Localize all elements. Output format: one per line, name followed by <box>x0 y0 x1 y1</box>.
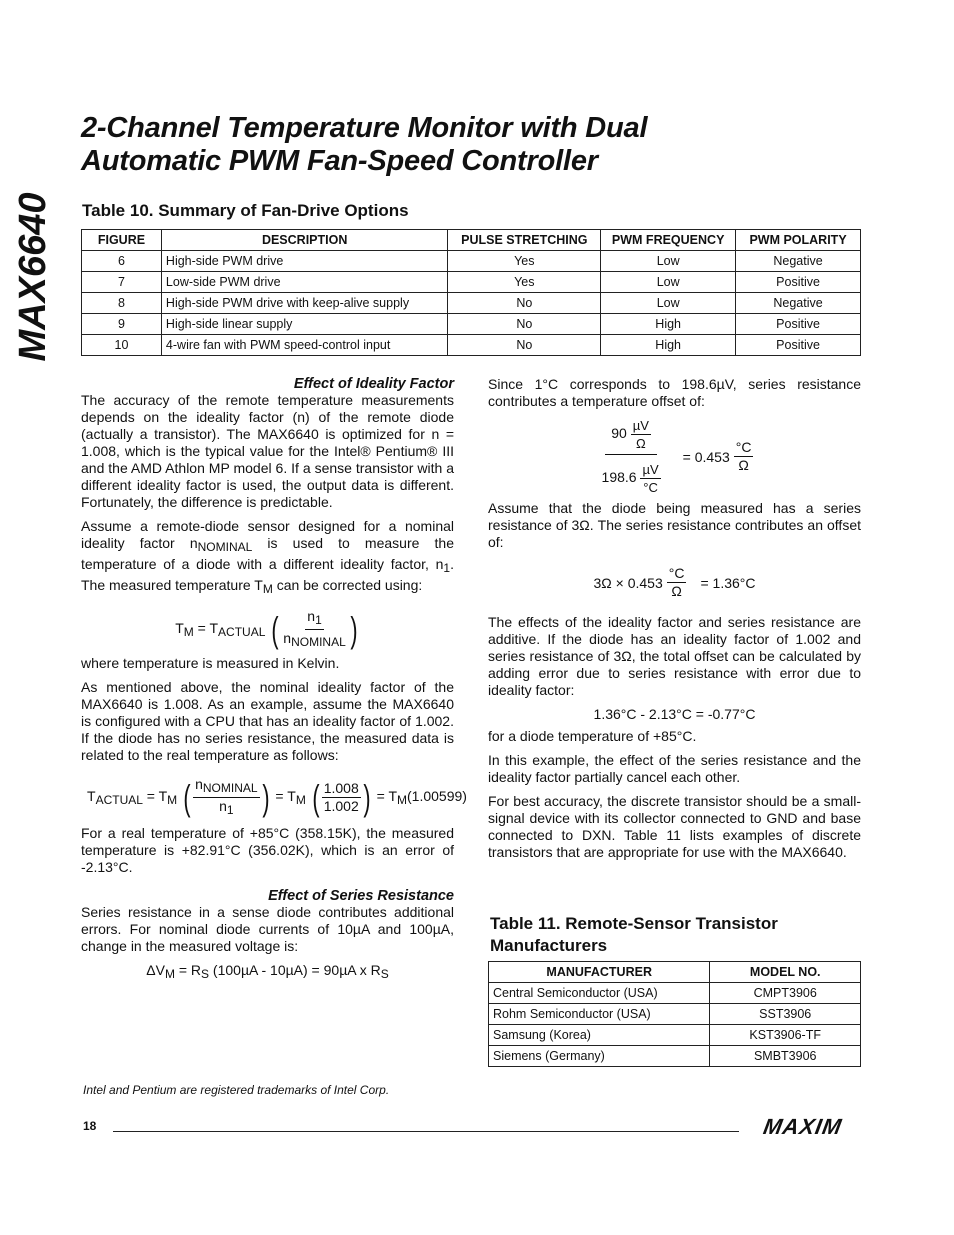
subscript: M <box>183 625 194 640</box>
text-run: is used to measure the temperature of a diode with a different ideality factor, n <box>81 535 454 572</box>
eq-symbol: n <box>283 630 292 646</box>
eq-symbol: (1.00599) <box>407 788 467 805</box>
subscript: ACTUAL <box>218 625 266 640</box>
eq-symbol: n <box>219 798 227 814</box>
table-cell: CMPT3906 <box>710 983 861 1004</box>
fraction <box>667 565 687 600</box>
eq-symbol: ΔV <box>146 962 165 978</box>
fraction <box>281 608 347 651</box>
maxim-logo <box>750 1114 860 1138</box>
table-cell: Low-side PWM drive <box>161 272 447 293</box>
table11-title <box>490 913 778 957</box>
fraction <box>322 780 361 815</box>
eq-symbol: n <box>307 608 316 624</box>
table-cell: Yes <box>448 251 601 272</box>
series-paragraph-1: Series resistance in a sense diode contributes additional errors. For nominal diode currents of 10µA and 100µA, change in the measured voltage is: <box>81 904 454 954</box>
paren-right: ) <box>261 776 270 818</box>
eq-symbol: (100µA - 10µA) = 90µA x R <box>209 962 381 978</box>
fraction <box>631 417 651 452</box>
left-column <box>81 376 467 981</box>
table-cell: SST3906 <box>710 1004 861 1025</box>
table-cell: 6 <box>82 251 162 272</box>
table10-header-pulse: PULSE STRETCHING <box>448 230 601 251</box>
fraction-numerator: µV <box>632 418 649 433</box>
eq-symbol: T <box>87 788 96 805</box>
page-number: 18 <box>83 1119 97 1133</box>
fraction <box>734 439 754 474</box>
table-cell: 4-wire fan with PWM speed-control input <box>161 335 447 356</box>
fraction-denominator: Ω <box>671 583 682 599</box>
subscript: NOMINAL <box>202 781 258 795</box>
table-row <box>82 293 861 314</box>
table-cell: High-side linear supply <box>161 314 447 335</box>
table10-title-wrap <box>82 200 409 222</box>
table-cell: High-side PWM drive <box>161 251 447 272</box>
subscript: ACTUAL <box>95 793 143 808</box>
table-cell: Low <box>601 293 736 314</box>
paren-left: ( <box>312 776 320 818</box>
paren-right: ) <box>350 608 358 650</box>
table11-header-manufacturer: MANUFACTURER <box>489 962 710 983</box>
paren-right: ) <box>363 776 371 818</box>
fraction-denominator: Ω <box>635 436 646 451</box>
equation-total-offset: 1.36°C - 2.13°C = -0.77°C <box>593 706 756 722</box>
eq-symbol: 198.6 <box>601 469 637 486</box>
eq-symbol: 90 <box>611 425 627 442</box>
table-cell: Positive <box>736 314 861 335</box>
table-cell: Central Semiconductor (USA) <box>489 983 710 1004</box>
table-cell: 7 <box>82 272 162 293</box>
eq-symbol: = T <box>193 620 219 637</box>
section-heading-ideality: Effect of Ideality Factor <box>293 376 454 392</box>
table-cell: Positive <box>736 335 861 356</box>
table-cell: Yes <box>448 272 601 293</box>
accuracy-paragraph: For best accuracy, the discrete transistor should be a small-signal device with its collector connected to GND and base connected to DXN. Table 11 lists examples of discrete transistors that are appropriate for use with the MAX6640. <box>488 793 861 860</box>
ideality-paragraph-5: For a real temperature of +85°C (358.15K), the measured temperature is +82.91°C (356.02K), which is an error of -2.13°C. <box>81 825 454 875</box>
table-row <box>82 314 861 335</box>
subscript: M <box>167 793 178 808</box>
table-cell: No <box>448 335 601 356</box>
fraction-denominator: Ω <box>738 457 749 473</box>
table10-title: Table 10. Summary of Fan-Drive Options <box>82 201 409 220</box>
right-column <box>488 376 861 868</box>
series-paragraph-3: Assume that the diode being measured has a series resistance of 3Ω. The series resistance contributes an offset of: <box>488 500 861 550</box>
subscript: NOMINAL <box>291 635 346 649</box>
table11-header-model: MODEL NO. <box>710 962 861 983</box>
fraction-numerator: µV <box>642 462 659 477</box>
table-cell: No <box>448 293 601 314</box>
page-title <box>81 112 647 178</box>
table-cell: Samsung (Korea) <box>489 1025 710 1046</box>
subscript: M <box>164 967 175 981</box>
eq-symbol: = R <box>174 962 202 978</box>
table10 <box>81 229 861 356</box>
table-cell: 8 <box>82 293 162 314</box>
ideality-paragraph-2 <box>81 518 454 598</box>
eq-symbol: T <box>175 620 184 637</box>
logo-text: MAXIM <box>761 1114 845 1138</box>
eq-symbol: = 1.36°C <box>700 574 756 591</box>
table-cell: No <box>448 314 601 335</box>
table-row <box>489 1004 861 1025</box>
additive-paragraph: The effects of the ideality factor and series resistance are additive. If the diode has an ideality factor of 1.002 and series resistance of 3Ω, the total offset can be calculated by adding error due to series resistance with error due to ideality factor: <box>488 614 861 698</box>
section-heading-series: Effect of Series Resistance <box>268 888 454 904</box>
eq-symbol: = T <box>142 788 168 805</box>
table11-title-line-2: Manufacturers <box>490 936 608 955</box>
title-line-1: 2-Channel Temperature Monitor with Dual <box>81 112 648 144</box>
fraction <box>193 776 259 819</box>
table-row <box>82 251 861 272</box>
subscript: NOMINAL <box>197 540 253 554</box>
table-row <box>489 1046 861 1067</box>
ideality-paragraph-1: The accuracy of the remote temperature measurements depends on the ideality factor (n) of the remote diode (actually a transistor). The MAX6640 is optimized for n = 1.008, which is the typical value for the Intel® Pentium® III and the AMD Athlon MP model 6. If a sense transistor with a different ideality factor is used, the output data is different. Fortunately, the difference is predictable. <box>81 392 454 510</box>
title-line-2: Automatic PWM Fan-Speed Controller <box>81 145 598 177</box>
table-cell: SMBT3906 <box>710 1046 861 1067</box>
fraction-numerator: °C <box>668 565 685 581</box>
subscript: 1 <box>226 803 234 817</box>
equation-correction <box>81 608 454 651</box>
table-cell: Negative <box>736 293 861 314</box>
subscript: S <box>380 967 389 981</box>
table10-header-figure: FIGURE <box>82 230 162 251</box>
subscript: M <box>295 793 306 808</box>
paren-left: ( <box>183 776 191 818</box>
eq-symbol: = 0.453 <box>682 448 730 465</box>
subscript: 1 <box>315 613 322 627</box>
table-cell: Low <box>601 251 736 272</box>
kelvin-note: where temperature is measured in Kelvin. <box>81 655 340 671</box>
text-run: can be corrected using: <box>272 577 423 593</box>
table11-title-line-1: Table 11. Remote-Sensor Transistor <box>490 914 778 933</box>
text-run: Assume a remote-diode sensor designed for a nominal ideality factor n <box>81 518 454 551</box>
table-row <box>82 272 861 293</box>
paren-left: ( <box>271 608 279 650</box>
fraction-numerator: °C <box>735 439 752 455</box>
table10-header-row <box>82 230 861 251</box>
table-row <box>489 1025 861 1046</box>
table-cell: High <box>601 335 736 356</box>
equation-offset <box>488 417 861 496</box>
table-cell: Low <box>601 272 736 293</box>
table-cell: High-side PWM drive with keep-alive supply <box>161 293 447 314</box>
table10-header-frequency: PWM FREQUENCY <box>601 230 736 251</box>
table-cell: Rohm Semiconductor (USA) <box>489 1004 710 1025</box>
table11-header-row <box>489 962 861 983</box>
eq-symbol: = T <box>372 788 398 805</box>
subscript: S <box>201 967 210 981</box>
table-row <box>489 983 861 1004</box>
table-row <box>82 335 861 356</box>
table-cell: Negative <box>736 251 861 272</box>
table11 <box>488 961 861 1067</box>
table10-header-polarity: PWM POLARITY <box>736 230 861 251</box>
table-cell: 9 <box>82 314 162 335</box>
table-cell: Positive <box>736 272 861 293</box>
footer-rule <box>113 1131 739 1132</box>
side-product-label <box>5 192 59 362</box>
table-cell: 10 <box>82 335 162 356</box>
equation-actual <box>87 776 467 819</box>
subscript: M <box>397 793 408 808</box>
fraction <box>640 461 660 496</box>
table-cell: High <box>601 314 736 335</box>
subscript: 1 <box>443 561 451 575</box>
subscript: M <box>262 582 273 596</box>
table10-header-description: DESCRIPTION <box>161 230 447 251</box>
text-run: . The measured temperature T <box>81 556 454 593</box>
equation-series-offset <box>488 565 861 600</box>
fraction-denominator: 1.002 <box>323 798 359 814</box>
series-paragraph-2: Since 1°C corresponds to 198.6µV, series resistance contributes a temperature offset of: <box>488 376 861 409</box>
table-cell: KST3906-TF <box>710 1025 861 1046</box>
trademark-footnote: Intel and Pentium are registered trademarks of Intel Corp. <box>83 1083 390 1097</box>
side-label-text: MAX6640 <box>12 192 54 362</box>
eq-symbol: = T <box>271 788 296 805</box>
equation-delta-v <box>81 962 454 981</box>
eq-symbol: 3Ω × 0.453 <box>593 574 663 591</box>
table-cell: Siemens (Germany) <box>489 1046 710 1067</box>
fraction-numerator: 1.008 <box>323 780 359 796</box>
diode-temp-note: for a diode temperature of +85°C. <box>488 728 697 744</box>
eq-symbol: n <box>195 776 203 792</box>
fraction-main <box>596 417 667 496</box>
ideality-paragraph-4: As mentioned above, the nominal ideality factor of the MAX6640 is 1.008. As an example, assume the MAX6640 is configured with a CPU that has an ideality factor of 1.002. If the diode has no series resistance, the measured data is related to the real temperature as follows: <box>81 679 454 763</box>
fraction-denominator: °C <box>643 480 658 495</box>
cancel-paragraph: In this example, the effect of the series resistance and the ideality factor partially cancel each other. <box>488 752 861 785</box>
